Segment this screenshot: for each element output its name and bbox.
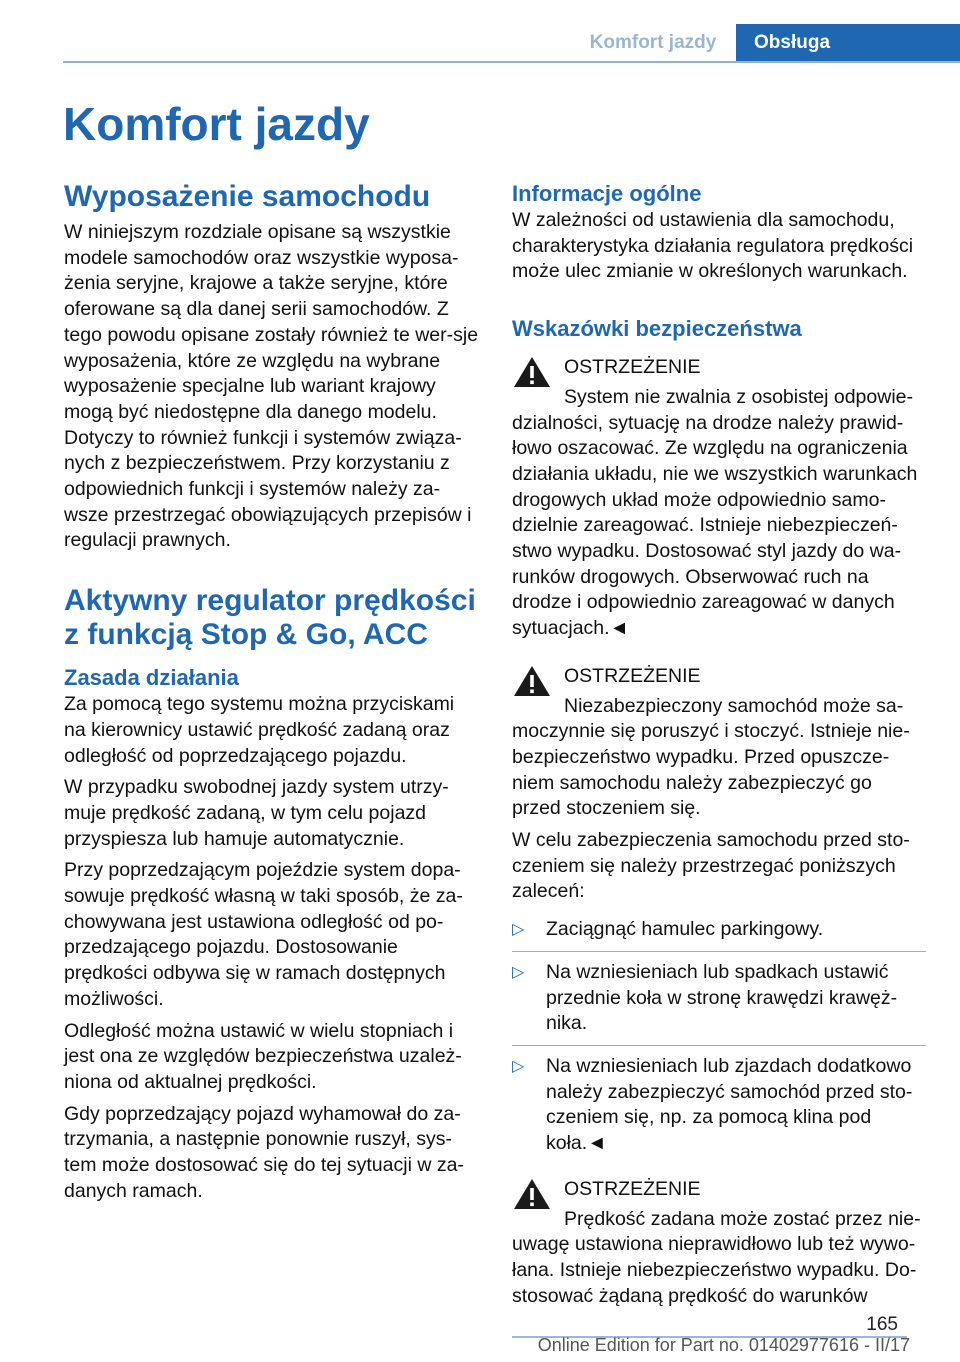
warning-1 [512,355,926,642]
right-column [512,180,926,1309]
warning-triangle-icon [512,1177,552,1211]
paragraph-principle-4: Odległość można ustawić w wielu stopniach i jest ona ze względów bezpieczeństwa uzależ-niona od aktualnej prędkości. [64,1019,462,1093]
paragraph-principle-5: Gdy poprzedzający pojazd wyhamował do za-trzymania, a następnie ponownie ruszył, sys-tem może dostosować się do tej sytuacji w za-danych ramach. [64,1102,464,1202]
paragraph-general: W zależności od ustawienia dla samochodu, charakterystyka działania regulatora prędkości może ulec zmianie w określonych warunkach. [512,209,914,283]
list-item: ▷ Na wzniesieniach lub spadkach ustawić przednie koła w stronę krawędzi krawęż-nika. [512,960,926,1037]
chapter-title: Komfort jazdy [63,98,370,150]
heading-acc: Aktywny regulator prędkości z funkcją Stop & Go, ACC [64,584,476,652]
warning-3 [512,1177,926,1310]
heading-equipment: Wyposażenie samochodu [64,180,431,213]
heading-general: Informacje ogólne [512,181,702,206]
bullet-divider [512,1045,926,1046]
paragraph-principle-3: Przy poprzedzającym pojeździe system dopa-sowuje prędkość własną w taki sposób, że za-chowywana jest ustawiona odległość od po-przedzającego pojazdu. Dostosowanie prędkości odbywa się w ramach dostępnych możliwości. [64,859,463,1010]
paragraph-principle-1: Za pomocą tego systemu można przyciskami na kierownicy ustawić prędkość zadaną oraz odległość od poprzedzającego pojazdu. [64,693,455,767]
warning-3-text: Prędkość zadana może zostać przez nie-uwagę ustawiona nieprawidłowo lub też wywo-łana. Istnieje niebezpieczeństwo wypadku. Do-stosować żądaną prędkość do warunków [512,1207,921,1307]
header-tab-active: Obsługa [736,24,960,62]
warning-2-label: OSTRZEŻENIE [564,664,701,687]
warning-triangle-icon [512,355,552,389]
paragraph-secure: W celu zabezpieczenia samochodu przed sto-czeniem się należy przestrzegać poniższych zaleceń: [512,829,910,903]
left-column [64,180,480,1205]
footer-edition: Online Edition for Part no. 01402977616 - II/17 [537,1335,910,1355]
warning-1-label: OSTRZEŻENIE [564,356,701,379]
paragraph-principle-2: W przypadku swobodnej jazdy system utrzy-muje prędkość zadaną, w tym celu pojazd przyspiesza lub hamuje automatycznie. [64,776,449,850]
warning-1-text: System nie zwalnia z osobistej odpowie-dzialności, sytuację na drodze należy prawid-łowo oszacować. Ze względu na ograniczenia działania układu, nie we wszystkich warunkach drogowych układ może odpowiednio samo-dzielnie zareagować. Istnieje niebezpieczeń-stwo wypadku. Dostosować styl jazdy do wa-runków drogowych. Obserwować ruch na drodze i odpowiednio zareagować w danych sytuacjach.◄ [512,385,918,640]
warning-triangle-icon [512,664,552,698]
header-divider [63,61,960,63]
bullet-list [512,917,926,1157]
warning-2 [512,664,926,822]
header-tab-section: Komfort jazdy [589,32,717,53]
list-item: ▷ Na wzniesieniach lub zjazdach dodatkowo należy zabezpieczyć samochód przed sto-czeniem się, np. za pomocą klina pod koła.◄ [512,1054,926,1157]
page-number: 165 [866,1314,898,1335]
bullet-divider [512,951,926,952]
paragraph-equipment: W niniejszym rozdziale opisane są wszystkie modele samochodów oraz wszystkie wyposa-żenia seryjne, krajowe a także seryjne, które oferowane są dla danej serii samochodów. Z tego powodu opisane zostały również te wer-sje wyposażenia, które ze względu na wybrane wyposażenie specjalne lub wariant krajowy mogą być niedostępne dla danego modelu. Dotyczy to również funkcji i systemów związa-nych z bezpieczeństwem. Przy korzystaniu z odpowiednich funkcji i systemów należy za-wsze przestrzegać obowiązujących przepisów i regulacji prawnych. [64,221,479,552]
warning-2-text: Niezabezpieczony samochód może sa-moczynnie się poruszyć i stoczyć. Istnieje nie-bezpieczeństwo wypadku. Przed opuszcze-niem samochodu należy zabezpieczyć go przed stoczeniem się. [512,694,910,820]
warning-3-label: OSTRZEŻENIE [564,1177,701,1200]
heading-principle: Zasada działania [64,665,239,691]
heading-safety: Wskazówki bezpieczeństwa [512,316,802,342]
list-item: ▷ Zaciągnąć hamulec parkingowy. [512,917,926,943]
